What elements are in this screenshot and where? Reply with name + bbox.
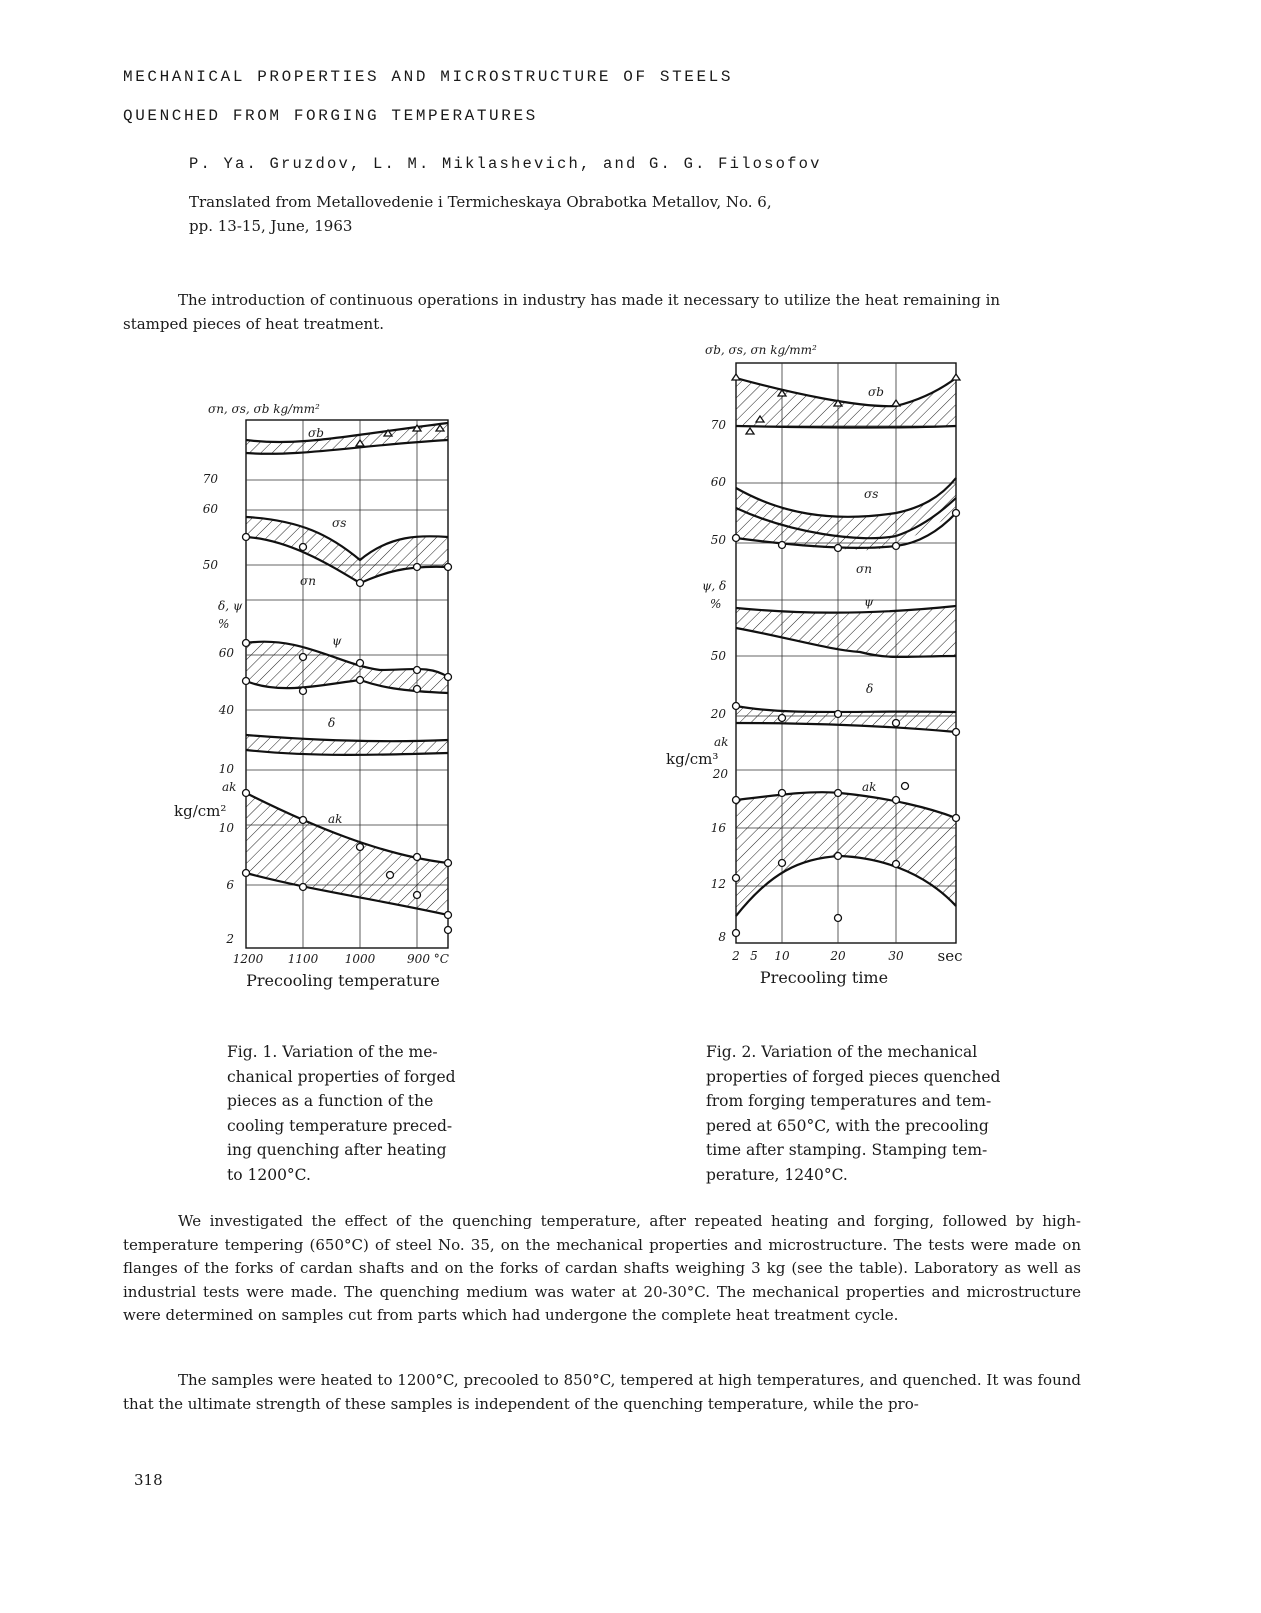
paragraph-text: The samples were heated to 1200°C, precooled to 850°C, tempered at high temperatures, and quenched. It was found that the ultimate strength of these samples is independent of the quenching temperature, while the pro- — [123, 1371, 1081, 1413]
body-paragraph-2 — [123, 1369, 1081, 1416]
fig1-axis-label-pct-unit: % — [218, 617, 230, 631]
fig1-label-sigma-s: σs — [332, 516, 347, 530]
intro-paragraph — [123, 289, 1081, 336]
fig1-ytick: 10 — [218, 762, 234, 776]
fig2-ytick: 20 — [710, 707, 726, 721]
caption-line: Fig. 2. Variation of the mechanical — [706, 1043, 978, 1061]
figure-1 — [160, 395, 480, 995]
fig1-label-psi: ψ — [332, 634, 342, 648]
paragraph-text: We investigated the effect of the quenching temperature, after repeated heating and forging, followed by high-temperature tempering (650°C) of steel No. 35, on the mechanical properties and microstructure. The tests were made on flanges of the forks of cardan shafts and on the forks of cardan shafts weighing 3 kg (see the table). Laboratory as well as industrial tests were made. The quenching medium was water at 20-30°C. The mechanical properties and microstructure were determined on samples cut from parts which had undergone the complete heat treatment cycle. — [123, 1212, 1081, 1324]
fig2-axis-label-pct-unit: % — [710, 597, 722, 611]
fig1-xtick: 1100 — [287, 952, 319, 966]
body-paragraph-1 — [123, 1210, 1081, 1328]
translation-note-line1: Translated from Metallovedenie i Termicheskaya Obrabotka Metallov, No. 6, — [189, 193, 772, 211]
caption-line: chanical properties of forged — [227, 1067, 456, 1086]
caption-line: pered at 650°C, with the precooling — [706, 1116, 989, 1135]
fig1-ytick: 60 — [218, 646, 234, 660]
fig2-ytick: 12 — [710, 877, 726, 891]
fig2-label-sigma-n: σn — [856, 562, 872, 576]
fig2-axis-label-pct: ψ, δ — [702, 579, 727, 593]
caption-line: pieces as a function of the — [227, 1092, 434, 1110]
fig1-ytick: 10 — [218, 821, 234, 835]
fig2-ytick: 50 — [710, 533, 726, 547]
fig2-ytick: 16 — [710, 821, 726, 835]
fig1-axis-label-ak-unit: kg/cm² — [174, 802, 227, 820]
fig2-axis-label-ak-unit: kg/cm³ — [666, 750, 719, 768]
fig2-label-ak: ak — [862, 780, 877, 794]
fig1-label-delta: δ — [328, 716, 336, 730]
fig1-ytick: 40 — [218, 703, 234, 717]
fig2-xtick: 20 — [830, 949, 846, 963]
figure-2 — [660, 338, 980, 998]
fig1-label-sigma-n: σn — [300, 574, 316, 588]
caption-line: perature, 1240°C. — [706, 1165, 848, 1184]
fig2-axis-label-ak: ak — [714, 735, 729, 749]
fig1-xtick: 900 °C — [407, 952, 449, 966]
fig2-ytick: 50 — [710, 649, 726, 663]
fig2-caption — [706, 1040, 1036, 1187]
fig2-xtick: 30 — [888, 949, 904, 963]
fig2-ytick: 8 — [718, 930, 726, 944]
caption-line: ing quenching after heating — [227, 1141, 447, 1159]
fig2-ytick: 20 — [712, 767, 728, 781]
fig1-ytick: 60 — [202, 502, 218, 516]
fig1-axis-label-stress: σn, σs, σb kg/mm² — [208, 402, 320, 416]
fig2-xlabel: Precooling time — [759, 968, 889, 987]
intro-line1: The introduction of continuous operations in industry has made it necessary to utilize the heat remaining in — [178, 291, 1001, 309]
fig2-ytick: 70 — [710, 418, 726, 432]
fig2-label-psi: ψ — [864, 595, 874, 609]
fig2-label-sigma-b: σb — [868, 385, 884, 399]
caption-line: properties of forged pieces quenched — [706, 1067, 1001, 1086]
caption-line: from forging temperatures and tem- — [706, 1092, 992, 1110]
caption-line: Fig. 1. Variation of the me- — [227, 1043, 438, 1061]
fig1-axis-label-pct: δ, ψ — [218, 599, 243, 613]
fig2-xtick: 10 — [774, 949, 790, 963]
fig2-ytick: 60 — [710, 475, 726, 489]
fig2-xtick: 5 — [750, 949, 758, 963]
fig2-label-sigma-s: σs — [864, 487, 879, 501]
intro-line2: stamped pieces of heat treatment. — [123, 314, 384, 333]
fig2-xtick: 2 — [732, 949, 740, 963]
fig1-label-sigma-b: σb — [308, 426, 324, 440]
fig1-xtick: 1200 — [232, 952, 264, 966]
fig2-axis-label-stress: σb, σs, σn kg/mm² — [705, 343, 817, 357]
fig1-xtick: 1000 — [344, 952, 376, 966]
fig1-xlabel: Precooling temperature — [246, 971, 440, 990]
page-number: 318 — [134, 1471, 163, 1489]
caption-line: time after stamping. Stamping tem- — [706, 1141, 988, 1159]
fig1-ytick: 6 — [226, 878, 234, 892]
fig1-label-ak: ak — [328, 812, 343, 826]
paper-title-line2: QUENCHED FROM FORGING TEMPERATURES — [123, 107, 538, 125]
translation-note-line2: pp. 13-15, June, 1963 — [189, 217, 353, 235]
fig1-axis-label-ak: ak — [222, 780, 237, 794]
fig1-caption — [227, 1040, 487, 1187]
paper-title-line1: MECHANICAL PROPERTIES AND MICROSTRUCTURE OF STEELS — [123, 68, 734, 86]
caption-line: cooling temperature preced- — [227, 1116, 453, 1135]
fig1-ytick: 70 — [202, 472, 218, 486]
fig1-ytick: 2 — [226, 932, 234, 946]
paper-authors: P. Ya. Gruzdov, L. M. Miklashevich, and G. G. Filosofov — [189, 155, 822, 173]
caption-line: to 1200°C. — [227, 1165, 311, 1184]
fig2-label-delta: δ — [866, 682, 874, 696]
fig1-ytick: 50 — [202, 558, 218, 572]
fig2-xtick-unit: sec — [937, 947, 963, 965]
